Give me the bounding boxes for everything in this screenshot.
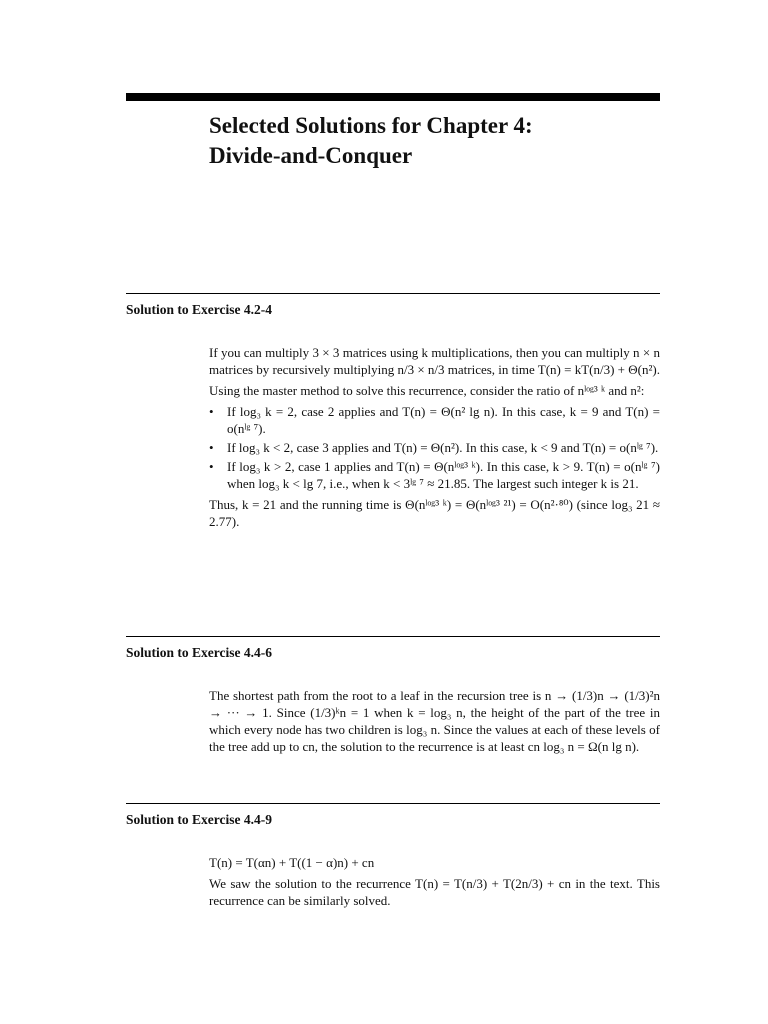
section-rule [126, 293, 660, 294]
section-heading: Solution to Exercise 4.4-6 [126, 645, 272, 660]
section-body [209, 344, 660, 534]
chapter-title-line-1: Selected Solutions for Chapter 4: [209, 113, 533, 138]
section-body [209, 687, 660, 759]
chapter-title-line-2: Divide-and-Conquer [209, 143, 413, 168]
paragraph: Using the master method to solve this recurrence, consider the ratio of nˡᵒᵍ³ ᵏ and n²: [209, 383, 645, 398]
section-rule [126, 803, 660, 804]
section-body [209, 854, 660, 913]
chapter-top-rule [126, 93, 660, 101]
paragraph: The shortest path from the root to a leaf in the recursion tree is n → (1/3)n → (1/3)²n → ··· → 1. Since (1/3)ᵏn = 1 when k = log₃ n, the height of the part of the tree in which every node has two children is log₃ n. Since the values at each of these levels of the tree add up to cn, the solution to the recurrence is at least cn log₃ n = Ω(n lg n). [209, 688, 660, 754]
paragraph: If you can multiply 3 × 3 matrices using k multiplications, then you can multiply n × n matrices by recursively multiplying n/3 × n/3 matrices, in time T(n) = kT(n/3) + Θ(n²). [209, 345, 660, 377]
section-heading: Solution to Exercise 4.2-4 [126, 302, 272, 317]
list-item: • If log₃ k > 2, case 1 applies and T(n) = Θ(nˡᵒᵍ³ ᵏ). In this case, k > 9. T(n) = o(nˡᵍ ⁷) when log₃ k < lg 7, i.e., when k < 3ˡᵍ ⁷ ≈ 21.85. The largest such integer k is 21. [209, 458, 660, 492]
paragraph: We saw the solution to the recurrence T(n) = T(n/3) + T(2n/3) + cn in the text. This recurrence can be similarly solved. [209, 876, 660, 908]
section-heading: Solution to Exercise 4.4-9 [126, 812, 272, 827]
chapter-title [209, 111, 660, 171]
list-item: • If log₃ k < 2, case 3 applies and T(n) = Θ(n²). In this case, k < 9 and T(n) = o(nˡᵍ ⁷). [209, 439, 660, 456]
list-item: • If log₃ k = 2, case 2 applies and T(n) = Θ(n² lg n). In this case, k = 9 and T(n) = o(nˡᵍ ⁷). [209, 403, 660, 437]
equation: T(n) = T(αn) + T((1 − α)n) + cn [209, 855, 375, 870]
case-list [209, 403, 660, 492]
paragraph: Thus, k = 21 and the running time is Θ(nˡᵒᵍ³ ᵏ) = Θ(nˡᵒᵍ³ ²¹) = O(n²·⁸⁰) (since log₃ 21 ≈ 2.77). [209, 497, 660, 529]
section-rule [126, 636, 660, 637]
